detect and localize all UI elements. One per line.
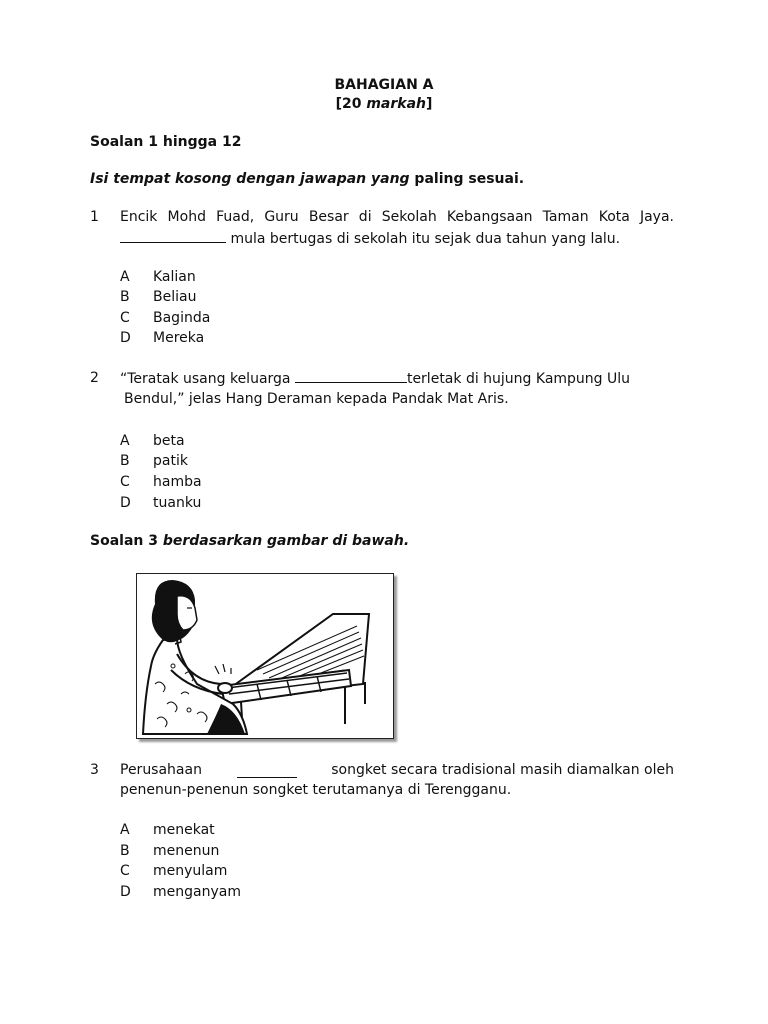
question-3-line-1-end: songket secara tradisional masih diamalkan oleh [331,762,674,778]
instruction-plain: paling sesuai. [409,171,525,187]
option-text: beta [153,433,185,449]
section-title: BAHAGIAN A [334,77,434,93]
marks-open: [20 [335,96,367,112]
option-text: Kalian [153,269,196,285]
option-text: Beliau [153,289,197,305]
option-letter: B [120,843,130,859]
question-3-line-1 [120,762,674,778]
woman-weaving-songket-illustration [137,574,393,738]
question-3-line-2: penenun-penenun songket terutamanya di Terengganu. [120,782,512,798]
option-letter: D [120,330,131,346]
option-letter: B [120,453,130,469]
picture-instruction [90,533,409,549]
option-text: Baginda [153,310,211,326]
option-letter: D [120,495,131,511]
option-text: menekat [153,822,215,838]
option-text: Mereka [153,330,205,346]
question-3-number: 3 [90,762,99,778]
option-text: hamba [153,474,202,490]
option-letter: A [120,822,130,838]
option-text: menganyam [153,884,241,900]
answer-blank [237,765,297,778]
option-text: patik [153,453,188,469]
option-letter: D [120,884,131,900]
option-text: menenun [153,843,220,859]
option-text: tuanku [153,495,202,511]
question-1-line-2-text: mula bertugas di sekolah itu sejak dua tahun yang lalu. [226,231,621,247]
question-3-picture [136,573,394,739]
question-2-line-2: Bendul,” jelas Hang Deraman kepada Pandak Mat Aris. [124,391,509,407]
option-letter: C [120,863,130,879]
option-letter: B [120,289,130,305]
option-letter: C [120,310,130,326]
instruction [90,171,524,187]
option-letter: A [120,269,130,285]
question-2-line-1 [120,370,630,387]
question-3-line-1-start: Perusahaan [120,762,202,778]
question-1-number: 1 [90,209,99,225]
question-range-title: Soalan 1 hingga 12 [90,134,242,150]
question-1-line-2 [120,230,620,247]
question-1-line-1: Encik Mohd Fuad, Guru Besar di Sekolah Kebangsaan Taman Kota Jaya. [120,209,674,225]
picture-instruction-italic: berdasarkan gambar di bawah. [162,533,410,549]
question-2-number: 2 [90,370,99,386]
picture-instruction-bold: Soalan 3 [90,533,163,549]
marks-label [0,96,768,112]
answer-blank [120,230,226,243]
marks-close: ] [426,96,433,112]
answer-blank [295,370,407,383]
option-letter: A [120,433,130,449]
option-letter: C [120,474,130,490]
instruction-italic: Isi tempat kosong dengan jawapan yang [90,171,410,187]
marks-word: markah [366,96,427,112]
question-2-line-1-end: terletak di hujung Kampung Ulu [406,371,631,387]
option-text: menyulam [153,863,228,879]
question-2-line-1-start: “Teratak usang keluarga [120,371,295,387]
